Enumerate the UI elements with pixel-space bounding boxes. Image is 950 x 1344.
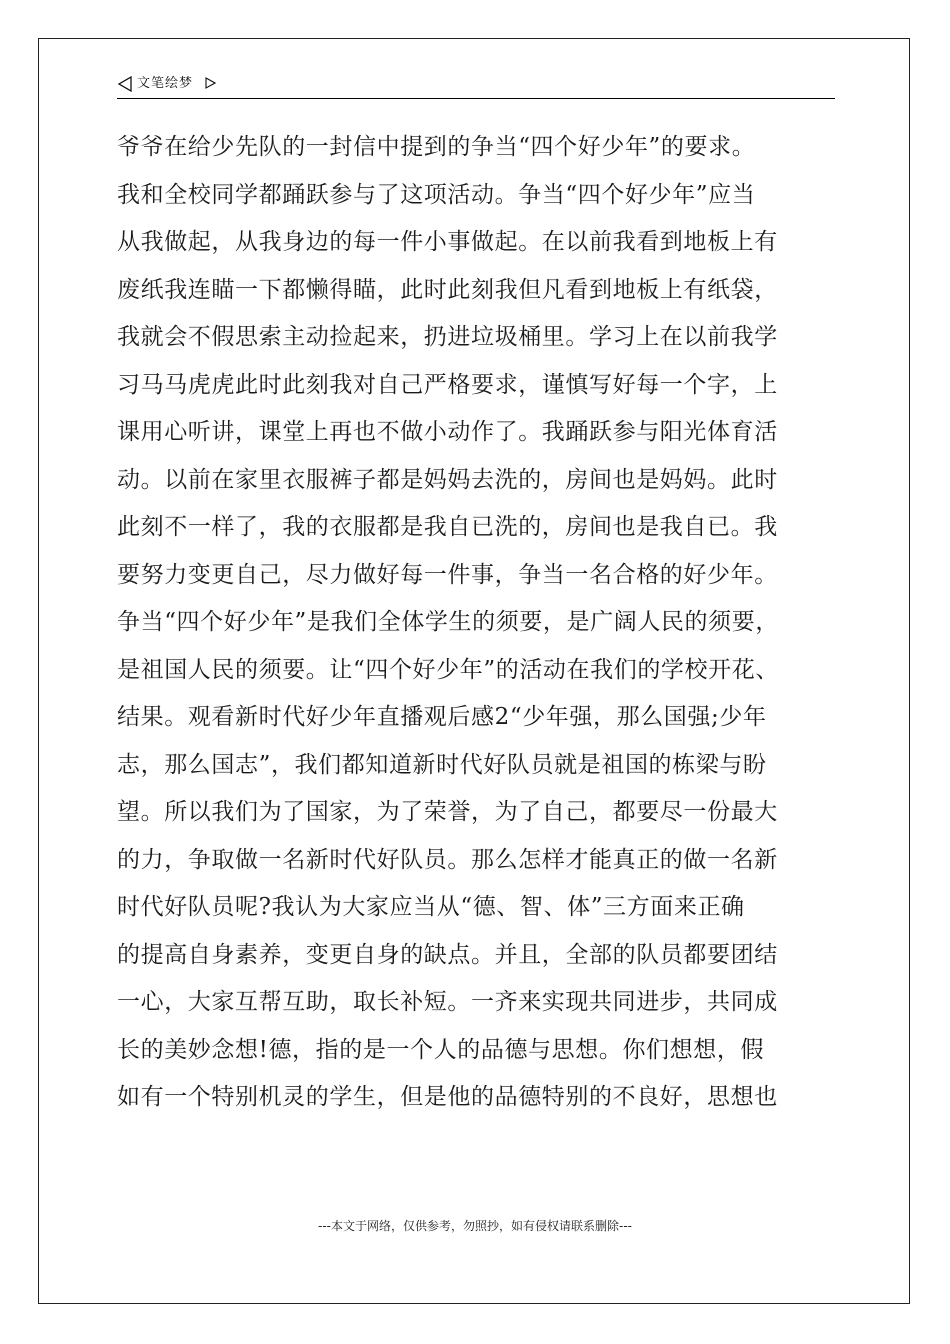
page-header xyxy=(117,72,835,99)
text-line: 我就会不假思索主动捡起来，扔进垃圾桶里。学习上在以前我学 xyxy=(117,324,778,350)
text-line: 时代好队员呢?我认为大家应当从“德、智、体”三方面来正确 xyxy=(117,894,745,920)
text-line: 爷爷在给少先队的一封信中提到的争当“四个好少年”的要求。 xyxy=(117,134,756,160)
triangle-right-icon xyxy=(204,77,216,89)
text-line: 我和全校同学都踊跃参与了这项活动。争当“四个好少年”应当 xyxy=(117,181,756,208)
text-line: 如有一个特别机灵的学生，但是他的品德特别的不良好，思想也 xyxy=(117,1084,778,1110)
text-line: 废纸我连瞄一下都懒得瞄，此时此刻我但凡看到地板上有纸袋， xyxy=(117,276,778,303)
text-line: 动。以前在家里衣服裤子都是妈妈去洗的，房间也是妈妈。此时 xyxy=(117,466,778,493)
header-title: 文笔绘梦 xyxy=(137,76,194,91)
text-line: 一心，大家互帮互助，取长补短。一齐来实现共同进步，共同成 xyxy=(117,989,778,1015)
body-text xyxy=(117,124,857,1122)
text-line: 此刻不一样了，我的衣服都是我自已洗的，房间也是我自已。我 xyxy=(117,514,778,540)
text-line: 的提高自身素养，变更自身的缺点。并且，全部的队员都要团结 xyxy=(117,941,778,968)
text-line: 课用心听讲，课堂上再也不做小动作了。我踊跃参与阳光体育活 xyxy=(117,419,778,445)
text-line: 从我做起，从我身边的每一件小事做起。在以前我看到地板上有 xyxy=(117,229,778,255)
text-line: 习马马虎虎此时此刻我对自己严格要求，谨慎写好每一个字，上 xyxy=(117,371,778,398)
text-line: 望。所以我们为了国家，为了荣誉，为了自己，都要尽一份最大 xyxy=(117,799,778,825)
text-line: 结果。观看新时代好少年直播观后感2“少年强，那么国强;少年 xyxy=(117,704,767,730)
text-line: 争当“四个好少年”是我们全体学生的须要，是广阔人民的须要， xyxy=(117,609,779,635)
text-line: 志，那么国志”，我们都知道新时代好队员就是祖国的栋梁与盼 xyxy=(117,751,767,778)
text-line: 长的美妙念想!德，指的是一个人的品德与思想。你们想想，假 xyxy=(117,1036,765,1063)
text-line: 的力，争取做一名新时代好队员。那么怎样才能真正的做一名新 xyxy=(117,846,778,873)
footer-disclaimer: ---本文于网络，仅供参考，勿照抄，如有侵权请联系删除--- xyxy=(318,1219,632,1233)
triangle-left-icon xyxy=(117,76,133,92)
text-line: 要努力变更自己，尽力做好每一件事，争当一名合格的好少年。 xyxy=(117,561,778,588)
text-line: 是祖国人民的须要。让“四个好少年”的活动在我们的学校开花、 xyxy=(117,656,779,683)
